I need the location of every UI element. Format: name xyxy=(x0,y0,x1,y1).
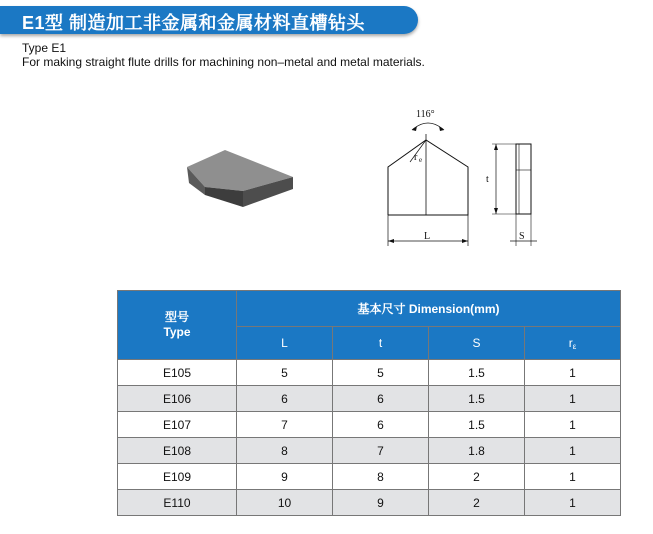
cell-type: E107 xyxy=(118,412,237,438)
cell-r: 1 xyxy=(525,464,621,490)
width-label: S xyxy=(519,231,525,242)
cell-l: 5 xyxy=(237,360,333,386)
title-banner xyxy=(0,6,418,34)
cell-type: E108 xyxy=(118,438,237,464)
cell-r: 1 xyxy=(525,386,621,412)
cell-r: 1 xyxy=(525,490,621,516)
column-header-r-subscript: ε xyxy=(572,341,577,351)
table-row xyxy=(118,412,621,438)
cell-r: 1 xyxy=(525,360,621,386)
thickness-label: t xyxy=(486,174,489,185)
dimension-table xyxy=(117,290,621,516)
table-row xyxy=(118,386,621,412)
cell-t: 6 xyxy=(333,386,429,412)
column-header-r xyxy=(525,327,621,360)
cell-s: 1.5 xyxy=(429,412,525,438)
radius-label: r xyxy=(414,152,418,163)
table-row xyxy=(118,360,621,386)
length-label: L xyxy=(424,231,431,242)
cell-l: 10 xyxy=(237,490,333,516)
page-title: E1型 制造加工非金属和金属材料直槽钻头 xyxy=(22,13,366,33)
column-header-s: S xyxy=(429,327,525,360)
column-header-r-base: r xyxy=(568,335,573,350)
cell-t: 8 xyxy=(333,464,429,490)
cell-type: E109 xyxy=(118,464,237,490)
cell-s: 1.5 xyxy=(429,386,525,412)
dimension-header: 基本尺寸 Dimension(mm) xyxy=(237,291,621,327)
type-subtitle: Type E1 xyxy=(22,41,67,55)
cell-s: 1.5 xyxy=(429,360,525,386)
cell-r: 1 xyxy=(525,438,621,464)
cell-l: 6 xyxy=(237,386,333,412)
cell-t: 6 xyxy=(333,412,429,438)
column-header-l: L xyxy=(237,327,333,360)
table-row xyxy=(118,464,621,490)
cell-type: E106 xyxy=(118,386,237,412)
cell-t: 5 xyxy=(333,360,429,386)
cell-t: 7 xyxy=(333,438,429,464)
cell-s: 1.8 xyxy=(429,438,525,464)
cell-l: 8 xyxy=(237,438,333,464)
table-row xyxy=(118,490,621,516)
description-text: For making straight flute drills for machining non–metal and metal materials. xyxy=(22,55,425,69)
radius-subscript: e xyxy=(419,156,423,164)
cell-l: 7 xyxy=(237,412,333,438)
type-header-en: Type xyxy=(163,325,191,339)
cell-r: 1 xyxy=(525,412,621,438)
cell-t: 9 xyxy=(333,490,429,516)
cell-type: E110 xyxy=(118,490,237,516)
cell-type: E105 xyxy=(118,360,237,386)
cell-s: 2 xyxy=(429,464,525,490)
type-header xyxy=(118,291,237,360)
product-photo xyxy=(185,143,295,213)
type-header-cn: 型号 xyxy=(164,310,189,324)
cell-s: 2 xyxy=(429,490,525,516)
column-header-t: t xyxy=(333,327,429,360)
cell-l: 9 xyxy=(237,464,333,490)
angle-label: 116° xyxy=(416,109,435,120)
technical-drawing-side xyxy=(478,100,568,255)
table-row xyxy=(118,438,621,464)
